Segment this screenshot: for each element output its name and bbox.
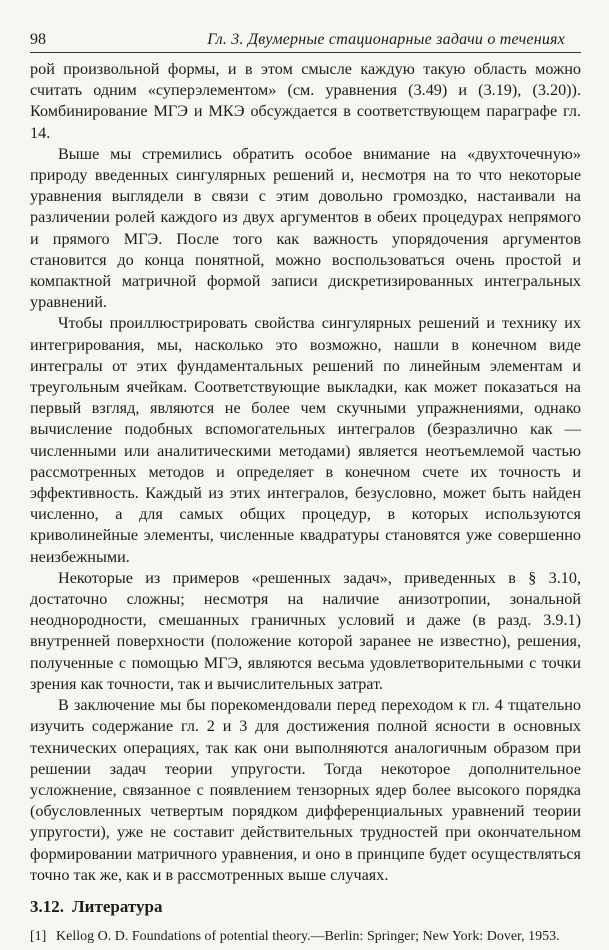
section-heading (30, 896, 581, 918)
running-title: Гл. 3. Двумерные стационарные задачи о течениях (207, 31, 565, 48)
running-header (30, 30, 581, 53)
reference-item (30, 928, 581, 946)
paragraph: В заключение мы бы порекомендовали перед переходом к гл. 4 тщательно изучить содержание гл. 2 и 3 для достижения полной ясности в основных технических операциях, так как они выполняются аналогичным образом при решении задач теории упругости. Тогда некоторое дополнительное усложнение, связанное с появлением тензорных ядер более высокого порядка (обусловленных четвертым порядком дифференциальных уравнений теории упругости), уже не составит действительных трудностей при окончательном формировании матричного уравнения, и оно в принципе будет осуществляться точно так же, как и в рассмотренных выше случаях. (30, 696, 581, 884)
reference-text: Kellog O. D. Foundations of potential theory.—Berlin: Springer; New York: Dover, 1953. (56, 928, 560, 944)
page-number: 98 (30, 31, 46, 48)
main-text (30, 59, 581, 945)
paragraph: Чтобы проиллюстрировать свойства сингулярных решений и технику их интегрирования, мы, насколько это возможно, нашли в конечном виде интегралы от этих фундаментальных решений по линейным элементам и треугольным ячейкам. Соответствующие выкладки, как может показаться на первый взгляд, являются не более чем скучными упражнениями, однако вычисление подобных вспомогательных интегралов (безразлично как — численными или аналитическими методами) является неотъемлемой частью рассмотренных методов и определяет в конечном счете их точность и эффективность. Каждый из этих интегралов, безусловно, может быть найден численно, а для самых общих процедур, в которых используются криволинейные элементы, численные квадратуры становятся уже совершенно неизбежными. (30, 314, 581, 566)
paragraph: Некоторые из примеров «решенных задач», приведенных в § 3.10, достаточно сложны; несмотря на наличие анизотропии, зональной неоднородности, смешанных граничных условий и даже (в разд. 3.9.1) внутренней поверхности (положение которой заранее не известно), решения, полученные с помощью МГЭ, являются весьма удовлетворительными с точки зрения как точности, так и вычислительных затрат. (30, 568, 581, 693)
section-number: 3.12. (30, 896, 64, 916)
section-title: Литература (72, 896, 163, 916)
paragraph: Выше мы стремились обратить особое внимание на «двухточечную» природу введенных сингулярных решений и, несмотря на то что некоторые уравнения выглядели в связи с этим довольно громоздко, настаивали на различении ролей каждого из двух аргументов в обеих процедурах непрямого и прямого МГЭ. После того как важность упорядочения аргументов становится до конца понятной, можно воспользоваться очень простой и компактной матричной формой записи дискретизированных интегральных уравнений. (30, 144, 581, 312)
paragraph-continued: рой произвольной формы, и в этом смысле каждую такую область можно считать одним «суперэлементом» (см. уравнения (3.49) и (3.19), (3.20)). Комбинирование МГЭ и МКЭ обсуждается в соответствующем параграфе гл. 14. (30, 60, 581, 142)
reference-label: [1] (30, 928, 47, 944)
